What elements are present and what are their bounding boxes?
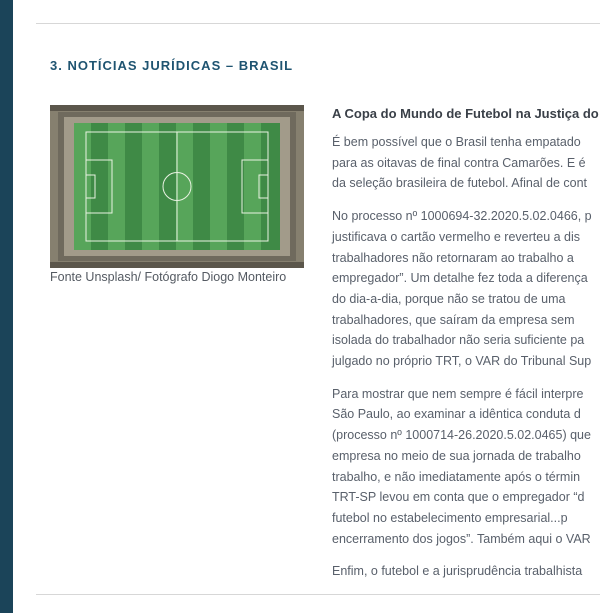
- paragraph-line: São Paulo, ao examinar a idêntica conduta d: [332, 407, 581, 422]
- paragraph-line: É bem possível que o Brasil tenha empatado: [332, 135, 581, 149]
- paragraph-line: para as oitavas de final contra Camarões. E é: [332, 155, 586, 170]
- article-title: A Copa do Mundo de Futebol na Justiça do: [332, 106, 599, 121]
- top-divider: [36, 23, 600, 24]
- paragraph-line: isolada do trabalhador não seria suficiente pa: [332, 333, 585, 348]
- paragraph-line: TRT-SP levou em conta que o empregador “d: [332, 490, 585, 505]
- bottom-divider: [36, 594, 600, 595]
- article-paragraph: [332, 384, 600, 550]
- article-paragraph: [332, 206, 600, 372]
- paragraph-line: empresa no meio de sua jornada de trabalho: [332, 448, 581, 463]
- paragraph-line: da seleção brasileira de futebol. Afinal de cont: [332, 176, 588, 191]
- article-paragraph: [332, 132, 600, 194]
- paragraph-line: Enfim, o futebol e a jurisprudência trabalhista: [332, 564, 583, 579]
- paragraph-line: No processo nº 1000694-32.2020.5.02.0466, p: [332, 209, 592, 224]
- paragraph-line: Para mostrar que nem sempre é fácil interpre: [332, 386, 584, 401]
- paragraph-line: futebol no estabelecimento empresarial...p: [332, 510, 568, 525]
- article: [332, 104, 600, 594]
- paragraph-line: trabalhadores não retornaram ao trabalho a: [332, 250, 574, 265]
- stadium-photo: [50, 105, 304, 268]
- paragraph-line: encerramento dos jogos”. Também aqui o VAR: [332, 531, 591, 546]
- paragraph-line: empregador”. Um detalhe fez toda a diferença: [332, 271, 588, 286]
- paragraph-line: (processo nº 1000714-26.2020.5.02.0465) que: [332, 428, 591, 443]
- section-heading: 3. NOTÍCIAS JURÍDICAS – BRASIL: [50, 58, 294, 73]
- left-accent-bar: [0, 0, 13, 613]
- image-caption: Fonte Unsplash/ Fotógrafo Diogo Monteiro: [50, 270, 287, 284]
- paragraph-line: julgado no próprio TRT, o VAR do Tribunal Sup: [332, 354, 592, 369]
- article-paragraph: [332, 561, 600, 582]
- paragraph-line: do dia-a-dia, porque não se tratou de uma: [332, 291, 566, 306]
- paragraph-line: trabalho, e não imediatamente após o términ: [332, 469, 581, 484]
- paragraph-line: justificava o cartão vermelho e reverteu a dis: [332, 229, 581, 244]
- paragraph-line: trabalhadores, que saíram da empresa sem: [332, 312, 575, 327]
